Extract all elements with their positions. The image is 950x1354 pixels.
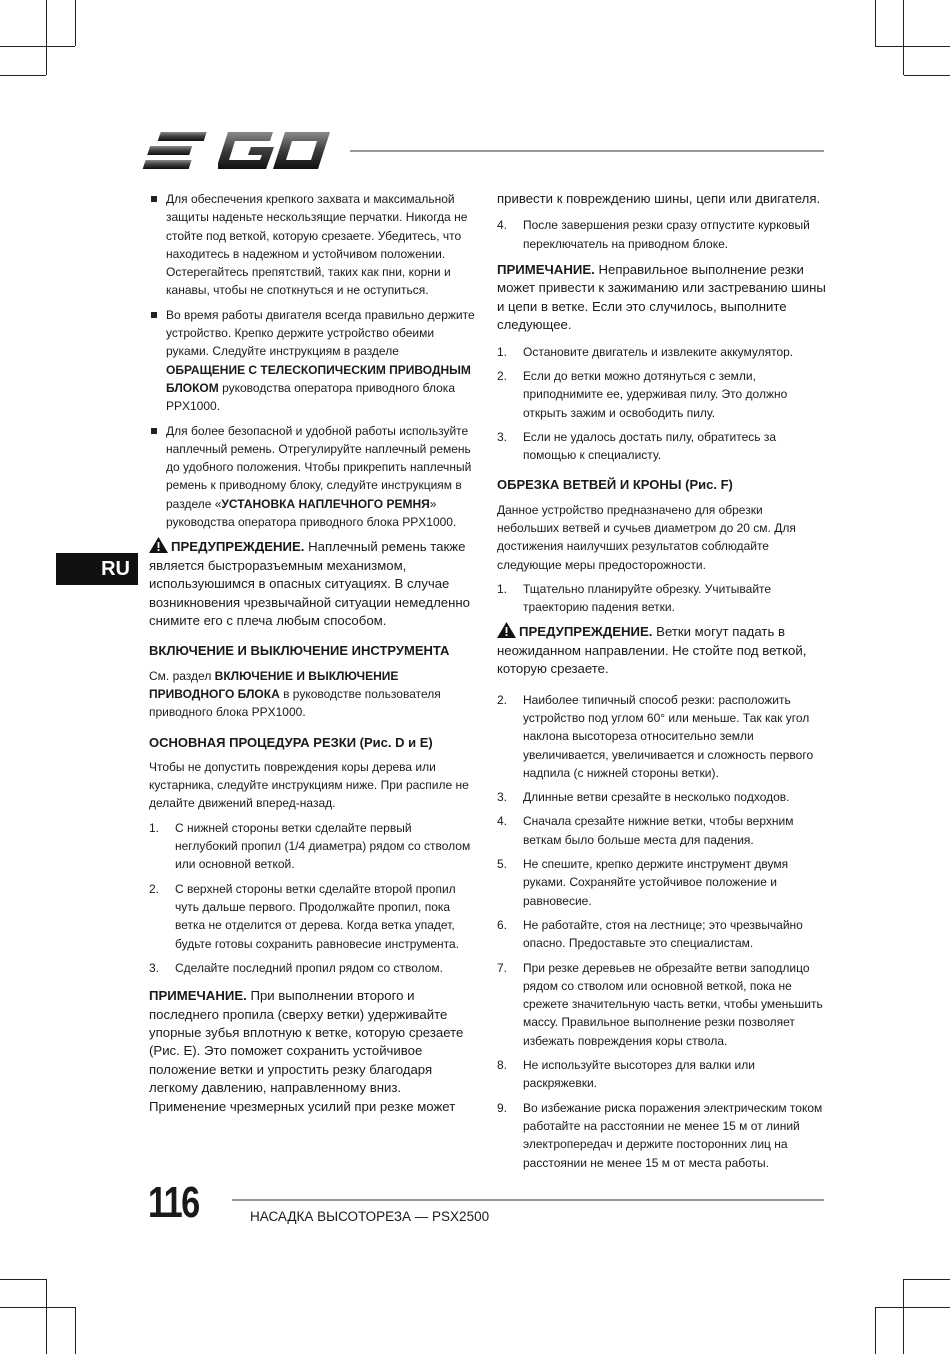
numbered-item: 1. С нижней стороны ветки сделайте первый неглубокий пропил (1/4 диаметра) рядом со стволом или основной веткой. xyxy=(149,820,471,872)
crop-mark xyxy=(46,0,47,75)
crop-mark xyxy=(903,0,904,75)
crop-mark xyxy=(875,1307,950,1308)
language-tab: RU xyxy=(56,553,138,585)
note-paragraph: ПРИМЕЧАНИЕ. Неправильное выполнение резки может привести к зажиманию или застреванию шины и цепи в ветке. Если это случилось, выполните следующее. xyxy=(497,262,826,333)
paragraph: Данное устройство предназначено для обрезки небольших ветвей и сучьев диаметром до 20 см. Для достижения наилучших результатов соблюдайте следующие меры предосторожности. xyxy=(497,502,796,572)
crop-mark xyxy=(875,0,876,46)
note-paragraph: ПРИМЕЧАНИЕ. При выполнении второго и последнего пропила (сверху ветки) удерживайте упорные зубья вплотную к ветке, которую срезаете (Рис. E). Это поможет сохранить устойчивое положение ветки и упростить резку благодаря легкому давлению, направленному вниз. Применение чрезмерных усилий при резке может xyxy=(149,988,464,1114)
crop-mark xyxy=(904,1279,950,1280)
numbered-item: 2. С верхней стороны ветки сделайте второй пропил чуть дальше первого. Продолжайте пропил, пока ветка не отделится от дерева. Когда ветка упадет, будьте готовы сохранить равновесие инструмента. xyxy=(149,881,460,951)
crop-mark xyxy=(0,1279,46,1280)
logo-text: EGO xyxy=(148,115,184,132)
crop-mark xyxy=(75,0,76,46)
warning-paragraph: ПРЕДУПРЕЖДЕНИЕ. Ветки могут падать в неожиданном направлении. Не стойте под веткой, которую срезаете. xyxy=(497,624,807,677)
paragraph: См. раздел ВКЛЮЧЕНИЕ И ВЫКЛЮЧЕНИЕ ПРИВОДНОГО БЛОКА в руководстве пользователя приводного блока PPX1000. xyxy=(149,668,441,720)
warning-icon xyxy=(497,622,516,638)
ego-logo xyxy=(148,115,333,174)
header-rule xyxy=(350,150,824,152)
section-heading: ВКЛЮЧЕНИЕ И ВЫКЛЮЧЕНИЕ ИНСТРУМЕНТА xyxy=(149,643,450,659)
numbered-item: 4. После завершения резки сразу отпустите курковый переключатель на приводном блоке. xyxy=(497,218,810,251)
bullet-item: Во время работы двигателя всегда правильно держите устройство. Крепко держите устройство обеими руками. Следуйте инструкциям в разделе ОБРАЩЕНИЕ С ТЕЛЕСКОПИЧЕСКИМ ПРИВОДНЫМ БЛОКОМ руководства оператора приводного блока PPX1000. xyxy=(149,306,475,416)
numbered-item: 2. Наиболее типичный способ резки: расположить устройство под углом 60° или меньше. Так как угол наклона высотореза относительно земли увеличивается, увеличивается и сложность первого надпила (с нижней стороны ветки). xyxy=(497,692,814,780)
crop-mark xyxy=(904,75,950,76)
numbered-item: 7. При резке деревьев не обрезайте ветви заподлицо рядом со стволом или основной веткой, пока не срежете значительную часть ветки, чтобы уменьшить массу. Правильное выполнение резки позволяет избежать повреждения коры ствола. xyxy=(497,960,823,1048)
paragraph-continued: привести к повреждению шины, цепи или двигателя. xyxy=(497,191,821,206)
crop-mark xyxy=(0,1307,75,1308)
numbered-item: 1. Остановите двигатель и извлеките аккумулятор. xyxy=(497,344,794,359)
page-number: 116 xyxy=(148,1178,199,1227)
numbered-item: 6. Не работайте, стоя на лестнице; это чрезвычайно опасно. Предоставьте это специалистам. xyxy=(497,917,803,951)
numbered-item: 5. Не спешите, крепко держите инструмент двумя руками. Сохраняйте устойчивое положение и равновесие. xyxy=(497,857,789,908)
section-heading: ОСНОВНАЯ ПРОЦЕДУРА РЕЗКИ (Рис. D и E) xyxy=(149,734,433,750)
numbered-item: 3. Сделайте последний пропил рядом со стволом. xyxy=(149,960,444,975)
warning-icon xyxy=(149,537,168,553)
numbered-item: 3. Длинные ветви срезайте в несколько подходов. xyxy=(497,790,790,805)
left-column xyxy=(149,190,475,1122)
paragraph: Чтобы не допустить повреждения коры дерева или кустарника, следуйте инструкциям ниже. При распиле не делайте движений вперед-назад. xyxy=(149,759,469,811)
crop-mark xyxy=(0,75,46,76)
crop-mark xyxy=(903,1279,904,1354)
crop-mark xyxy=(875,46,950,47)
numbered-item: 8. Не используйте высоторез для валки или раскряжевки. xyxy=(497,1058,755,1091)
footer-title: НАСАДКА ВЫСОТОРЕЗА — PSX2500 xyxy=(250,1209,490,1224)
numbered-item: 9. Во избежание риска поражения электрическим током работайте на расстоянии не менее 15 м от линий электропередач и держите посторонних лиц на расстоянии не менее 15 м от места работы. xyxy=(497,1100,823,1170)
numbered-item: 4. Сначала срезайте нижние ветки, чтобы верхним веткам было больше места для падения. xyxy=(497,814,794,847)
bullet-item: Для обеспечения крепкого захвата и максимальной защиты наденьте нескользящие перчатки. Никогда не стойте под веткой, которую срезаете. Убедитесь, что находитесь в надежном и устойчивом положении. Остерегайтесь препятствий, таких как пни, корни и канавы, чтобы не споткнуться и не оступиться. xyxy=(149,190,475,300)
numbered-item: 2. Если до ветки можно дотянуться с земли, приподнимите ее, удерживая пилу. Это должно открыть зажим и освободить пилу. xyxy=(497,368,788,420)
warning-paragraph: ПРЕДУПРЕЖДЕНИЕ. Наплечный ремень также является быстроразъемным механизмом, используюшимся в опасных ситуациях. В случае возникновения чрезвычайной ситуации немедленно снимите его с плеча любым способом. xyxy=(149,539,471,628)
bullet-item: Для более безопасной и удобной работы используйте наплечный ремень. Отрегулируйте наплечный ремень до удобного положения. Чтобы прикрепить наплечный ремень к приводному блоку, следуйте инструкциям в разделе «УСТАНОВКА НАПЛЕЧНОГО РЕМНЯ» руководства оператора приводного блока PPX1000. xyxy=(149,422,475,532)
crop-mark xyxy=(46,1279,47,1354)
crop-mark xyxy=(0,46,75,47)
crop-mark xyxy=(875,1307,876,1354)
footer-rule xyxy=(232,1199,824,1201)
numbered-item: 1. Тщательно планируйте обрезку. Учитывайте траекторию падения ветки. xyxy=(497,581,772,615)
section-heading: ОБРЕЗКА ВЕТВЕЙ И КРОНЫ (Рис. F) xyxy=(497,477,733,493)
numbered-item: 3. Если не удалось достать пилу, обратитесь за помощью к специалисту. xyxy=(497,429,777,463)
crop-mark xyxy=(75,1307,76,1354)
right-column xyxy=(497,190,827,1178)
